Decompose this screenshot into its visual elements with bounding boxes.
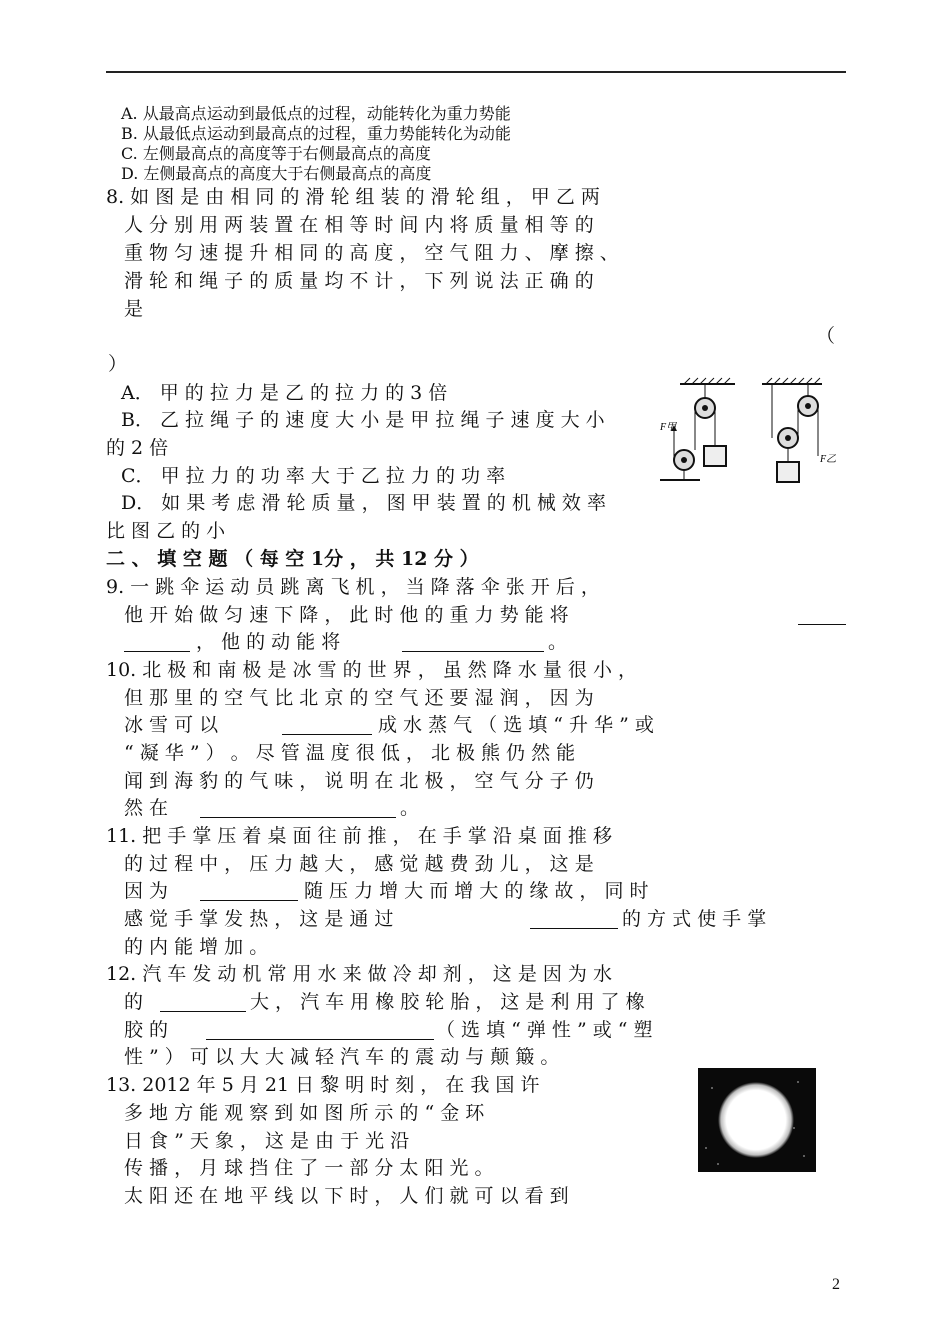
- text-line: 多 地 方 能 观 察 到 如 图 所 示 的 “ 金 环: [124, 1102, 485, 1124]
- label-f-yi: F乙: [820, 454, 837, 465]
- answer-blank[interactable]: [124, 635, 190, 652]
- text-line: A. 从最高点运动到最低点的过程，动能转化为重力势能: [121, 104, 511, 123]
- header-rule: [106, 71, 846, 73]
- text-line: B. 从最低点运动到最高点的过程，重力势能转化为动能: [121, 124, 511, 143]
- text-line: 的: [124, 991, 144, 1013]
- text-line: 他 开 始 做 匀 速 下 降 ， 此 时 他 的 重 力 势 能 将: [124, 604, 569, 626]
- text-line: D． 如 果 考 虑 滑 轮 质 量 ， 图 甲 装 置 的 机 械 效 率: [121, 492, 606, 514]
- text-line: D. 左侧最高点的高度大于右侧最高点的高度: [121, 164, 432, 183]
- text-line: 冰 雪 可 以: [124, 714, 219, 736]
- text-line: B． 乙 拉 绳 子 的 速 度 大 小 是 甲 拉 绳 子 速 度 大 小: [121, 409, 605, 431]
- text-line: A． 甲 的 拉 力 是 乙 的 拉 力 的 3 倍: [121, 382, 448, 404]
- text-line: ）: [108, 353, 128, 375]
- text-line: 太 阳 还 在 地 平 线 以 下 时 ， 人 们 就 可 以 看 到: [124, 1185, 569, 1207]
- text-line: 9. 一 跳 伞 运 动 员 跳 离 飞 机 ， 当 降 落 伞 张 开 后 ，: [106, 576, 600, 598]
- text-line: （: [816, 325, 836, 347]
- page-number: 2: [832, 1276, 840, 1293]
- answer-blank[interactable]: [530, 912, 618, 929]
- text-line: 是: [124, 298, 144, 320]
- text-line: 二 、 填 空 题 （ 每 空 1分 ， 共 12 分 ）: [106, 548, 479, 570]
- text-line: 的 2 倍: [106, 437, 169, 459]
- text-line: “ 凝 华 ” ） 。 尽 管 温 度 很 低 ， 北 极 熊 仍 然 能: [124, 742, 576, 764]
- text-line: 滑 轮 和 绳 子 的 质 量 均 不 计 ， 下 列 说 法 正 确 的: [124, 270, 594, 292]
- pulley-figure: [660, 376, 837, 496]
- text-line: 传 播 ， 月 球 挡 住 了 一 部 分 太 阳 光 。: [124, 1157, 494, 1179]
- text-line: 12. 汽 车 发 动 机 常 用 水 来 做 冷 却 剂 ， 这 是 因 为 水: [106, 963, 612, 985]
- text-line: 性 ” ） 可 以 大 大 减 轻 汽 车 的 震 动 与 颠 簸 。: [124, 1046, 560, 1068]
- text-line: 。: [400, 797, 420, 819]
- text-line: 胶 的: [124, 1019, 169, 1041]
- text-line: 感 觉 手 掌 发 热 ， 这 是 通 过: [124, 908, 394, 930]
- text-line: 10. 北 极 和 南 极 是 冰 雪 的 世 界 ， 虽 然 降 水 量 很 小 ，: [106, 659, 638, 681]
- text-line: 8. 如 图 是 由 相 同 的 滑 轮 组 装 的 滑 轮 组 ， 甲 乙 两: [106, 186, 600, 208]
- text-line: 人 分 别 用 两 装 置 在 相 等 时 间 内 将 质 量 相 等 的: [124, 214, 594, 236]
- text-line: 。: [548, 631, 568, 653]
- text-line: C. 左侧最高点的高度等于右侧最高点的高度: [121, 144, 431, 163]
- answer-blank[interactable]: [798, 608, 846, 625]
- text-line: 日 食 ” 天 象 ， 这 是 由 于 光 沿: [124, 1130, 410, 1152]
- text-line: ， 他 的 动 能 将: [196, 631, 341, 653]
- text-line: （ 选 填 “ 弹 性 ” 或 “ 塑: [436, 1019, 653, 1041]
- text-line: 的 方 式 使 手 掌: [622, 908, 767, 930]
- text-line: 的 过 程 中 ， 压 力 越 大 ， 感 觉 越 费 劲 儿 ， 这 是: [124, 853, 594, 875]
- text-line: 但 那 里 的 空 气 比 北 京 的 空 气 还 要 湿 润 ， 因 为: [124, 687, 594, 709]
- text-line: 大 ， 汽 车 用 橡 胶 轮 胎 ， 这 是 利 用 了 橡: [250, 991, 645, 1013]
- text-line: 重 物 匀 速 提 升 相 同 的 高 度 ， 空 气 阻 力 、 摩 擦 、: [124, 242, 619, 264]
- text-line: 因 为: [124, 880, 169, 902]
- text-line: 比 图 乙 的 小: [106, 520, 226, 542]
- text-line: 然 在: [124, 797, 169, 819]
- answer-blank[interactable]: [160, 995, 246, 1012]
- text-line: C． 甲 拉 力 的 功 率 大 于 乙 拉 力 的 功 率: [121, 465, 506, 487]
- text-line: 成 水 蒸 气 （ 选 填 “ 升 华 ” 或: [378, 714, 654, 736]
- answer-blank[interactable]: [200, 884, 298, 901]
- text-line: 的 内 能 增 加 。: [124, 936, 269, 958]
- text-line: 闻 到 海 豹 的 气 味 ， 说 明 在 北 极 ， 空 气 分 子 仍: [124, 770, 594, 792]
- text-line: 11. 把 手 掌 压 着 桌 面 往 前 推 ， 在 手 掌 沿 桌 面 推 移: [106, 825, 612, 847]
- label-f-jia: F甲: [660, 422, 677, 433]
- text-line: 随 压 力 增 大 而 增 大 的 缘 故 ， 同 时: [304, 880, 649, 902]
- text-line: 13. 2012 年 5 月 21 日 黎 明 时 刻 ， 在 我 国 许: [106, 1074, 540, 1096]
- annular-eclipse-image: [698, 1068, 816, 1172]
- answer-blank[interactable]: [282, 718, 372, 735]
- answer-blank[interactable]: [206, 1023, 434, 1040]
- answer-blank[interactable]: [200, 801, 396, 818]
- answer-blank[interactable]: [402, 635, 544, 652]
